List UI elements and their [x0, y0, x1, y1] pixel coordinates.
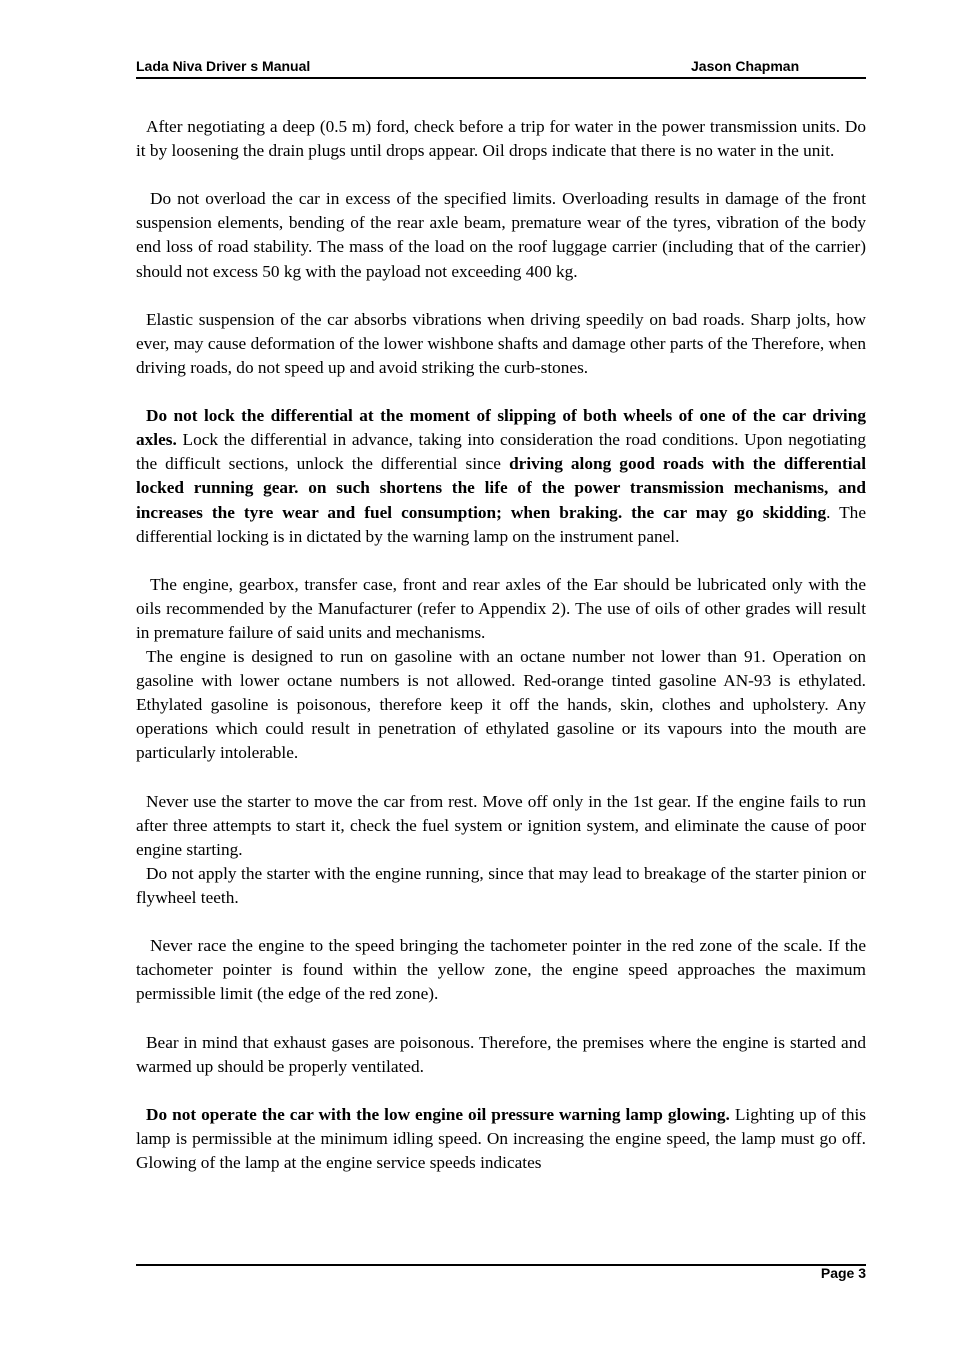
paragraph	[136, 862, 866, 910]
bold-text: Do not operate the car with the low engine oil pressure warning lamp glowing.	[146, 1104, 730, 1124]
paragraph-text: Lighting up of this lamp is permissible at the minimum idling speed. On increasing the engine speed, the lamp must go off. Glowing of the lamp at the engine service speeds indicates	[136, 1104, 866, 1173]
paragraph-text: After negotiating a deep (0.5 m) ford, check before a trip for water in the power transmission units. Do it by loosening the drain plugs until drops appear. Oil drops indicate that there is no water in the unit.	[136, 117, 866, 161]
paragraph	[136, 1103, 866, 1175]
paragraph-text: Elastic suspension of the car absorbs vibrations when driving speedily on bad roads. Sharp jolts, how ever, may cause deformation of the lower wishbone shafts and damage other parts of the Therefore, when driving roads, do not speed up and avoid striking the curb-stones.	[136, 309, 866, 377]
paragraph-text: Lock the differential in advance, taking into consideration the road conditions. Upon negotiating the difficult sections, unlock the differential since	[136, 430, 866, 474]
paragraph	[136, 404, 866, 549]
bold-text: Do not lock the differential at the moment of slipping of both wheels of one of the car driving axles.	[136, 406, 866, 450]
header-rule	[136, 77, 866, 79]
paragraph	[136, 573, 866, 645]
paragraph-text: Never use the starter to move the car from rest. Move off only in the 1st gear. If the engine fails to run after three attempts to start it, check the fuel system or ignition system, and eliminate the cause of poor engine starting.	[136, 791, 866, 859]
paragraph-text: The engine, gearbox, transfer case, front and rear axles of the Ear should be lubricated only with the oils recommended by the Manufacturer (refer to Appendix 2). The use of oils of other grades will result in premature failure of said units and mechanisms.	[136, 574, 866, 642]
paragraph-text: . The differential locking is in dictated by the warning lamp on the instrument panel.	[136, 502, 866, 546]
paragraph	[136, 115, 866, 163]
paragraph	[136, 934, 866, 1006]
page-number: Page 3	[820, 1265, 866, 1281]
paragraph	[136, 308, 866, 380]
paragraph-text: Do not apply the starter with the engine running, since that may lead to breakage of the starter pinion or flywheel teeth.	[136, 863, 866, 907]
bold-text: driving along good roads with the differential locked running gear. on such shortens the life of the power transmission mechanisms, and increases the tyre wear and fuel consumption; when braking. the car may go skidding	[136, 454, 867, 522]
running-header	[136, 58, 866, 76]
paragraph-text: Never race the engine to the speed bringing the tachometer pointer in the red zone of the scale. If the tachometer pointer is found within the yellow zone, the engine speed approaches the maximum permissible limit (the edge of the red zone).	[136, 936, 866, 1004]
paragraph-text: Do not overload the car in excess of the specified limits. Overloading results in damage of the front suspension elements, bending of the rear axle beam, premature wear of the tyres, vibration of the body end loss of road stability. The mass of the load on the roof luggage carrier (including that of the carrier) should not excess 50 kg with the payload not exceeding 400 kg.	[136, 189, 866, 281]
paragraph	[136, 790, 866, 862]
paragraph-text: The engine is designed to run on gasoline with an octane number not lower than 91. Operation on gasoline with lower octane numbers is not allowed. Red-orange tinted gasoline AN-93 is ethylated. Ethylated gasoline is poisonous, therefore keep it off the hands, skin, clothes and upholstery. Any operations which could result in penetration of ethylated gasoline or its vapours into the mouth are particularly intolerable.	[136, 647, 866, 763]
paragraph-text: Bear in mind that exhaust gases are poisonous. Therefore, the premises where the engine is started and warmed up should be properly ventilated.	[136, 1032, 866, 1076]
paragraph	[136, 187, 866, 283]
document-body	[136, 115, 866, 1175]
paragraph	[136, 1031, 866, 1079]
header-title: Lada Niva Driver s Manual	[136, 58, 311, 74]
header-author: Jason Chapman	[691, 58, 800, 74]
paragraph	[136, 645, 866, 765]
